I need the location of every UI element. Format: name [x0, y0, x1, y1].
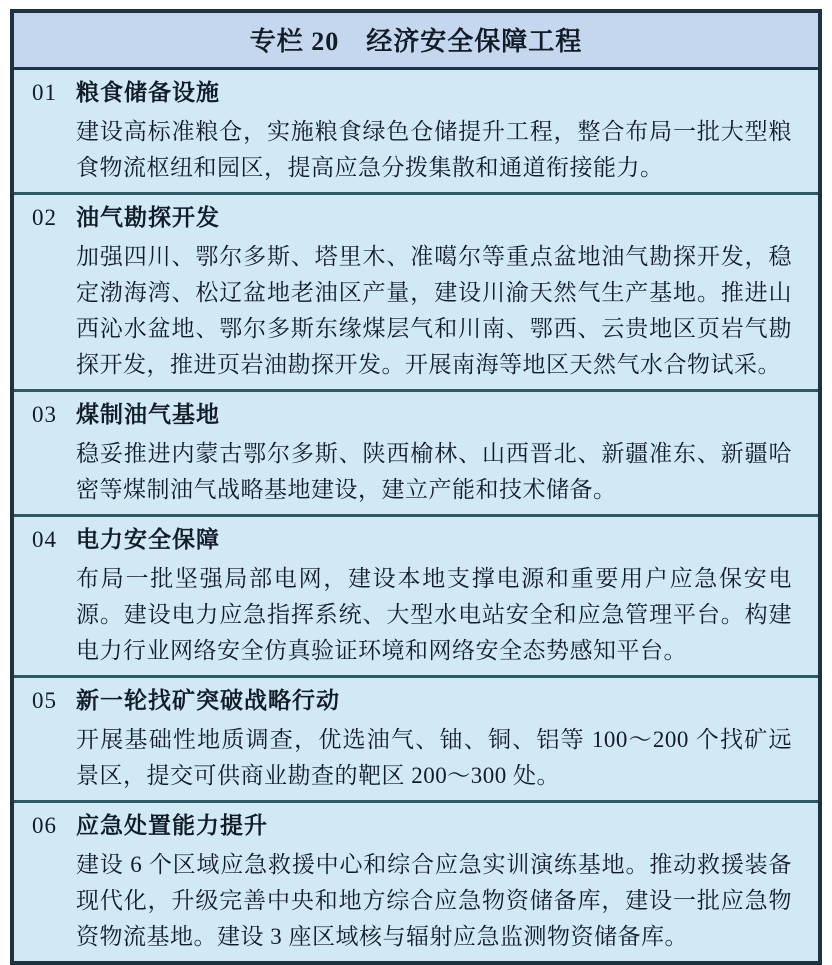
section-number: 01	[32, 80, 57, 105]
box-title: 专栏 20 经济安全保障工程	[249, 27, 583, 56]
section-body: 稳妥推进内蒙古鄂尔多斯、陕西榆林、山西晋北、新疆准东、新疆哈密等煤制油气战略基地建设，建立产能和技术储备。	[76, 441, 792, 502]
section-head	[32, 522, 792, 561]
section-body: 开展基础性地质调查，优选油气、铀、铜、铝等 100～200 个找矿远景区，提交可供商业勘查的靶区 200～300 处。	[76, 727, 792, 788]
section	[14, 70, 818, 195]
section-head	[32, 808, 792, 847]
box-header	[14, 13, 818, 70]
section-number: 02	[32, 205, 57, 230]
section-head	[32, 397, 792, 436]
section-head	[32, 200, 792, 239]
section	[14, 517, 818, 678]
section-number: 03	[32, 402, 57, 427]
section-title: 电力安全保障	[76, 527, 220, 552]
section-body: 建设 6 个区域应急救援中心和综合应急实训演练基地。推动救援装备现代化，升级完善中央和地方综合应急物资储备库，建设一批应急物资物流基地。建设 3 座区域核与辐射应急监测物资储备库。	[76, 852, 792, 949]
section	[14, 803, 818, 961]
section-title: 煤制油气基地	[76, 402, 220, 427]
section-title: 油气勘探开发	[76, 205, 220, 230]
section-head	[32, 75, 792, 114]
section-body: 建设高标准粮仓，实施粮食绿色仓储提升工程，整合布局一批大型粮食物流枢纽和园区，提高应急分拨集散和通道衔接能力。	[76, 119, 792, 180]
section-title: 新一轮找矿突破战略行动	[76, 688, 340, 713]
policy-column-box	[10, 9, 822, 965]
section	[14, 678, 818, 803]
section-number: 04	[32, 527, 57, 552]
section-number: 06	[32, 813, 57, 838]
section-title: 应急处置能力提升	[76, 813, 268, 838]
section-body: 加强四川、鄂尔多斯、塔里木、准噶尔等重点盆地油气勘探开发，稳定渤海湾、松辽盆地老油区产量，建设川渝天然气生产基地。推进山西沁水盆地、鄂尔多斯东缘煤层气和川南、鄂西、云贵地区页岩气勘探开发，推进页岩油勘探开发。开展南海等地区天然气水合物试采。	[76, 244, 792, 377]
section-head	[32, 683, 792, 722]
section	[14, 392, 818, 517]
section-number: 05	[32, 688, 57, 713]
section-title: 粮食储备设施	[76, 80, 220, 105]
sections-container	[14, 70, 818, 961]
section-body: 布局一批坚强局部电网，建设本地支撑电源和重要用户应急保安电源。建设电力应急指挥系统、大型水电站安全和应急管理平台。构建电力行业网络安全仿真验证环境和网络安全态势感知平台。	[76, 566, 792, 663]
section	[14, 195, 818, 392]
